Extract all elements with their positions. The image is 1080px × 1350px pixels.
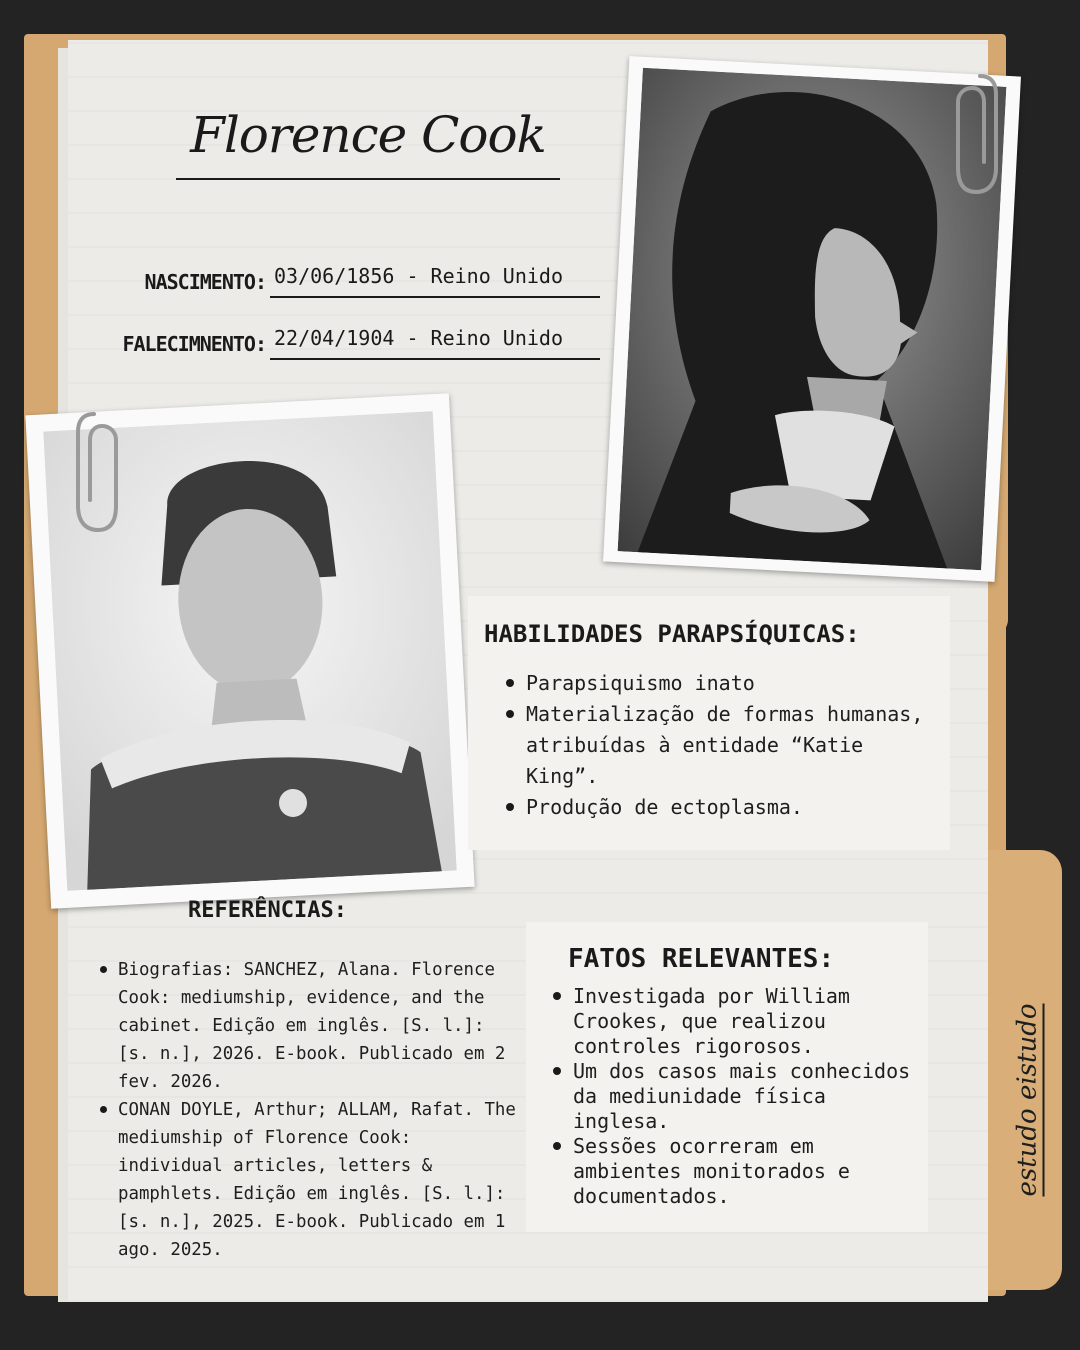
paperclip-icon (952, 72, 1002, 196)
references-heading: REFERÊNCIAS: (188, 898, 347, 923)
side-label (1000, 990, 1058, 1210)
list-item: Um dos casos mais conhecidos da mediunidade física inglesa. (573, 1059, 919, 1134)
abilities-heading: HABILIDADES PARAPSÍQUICAS: (484, 620, 860, 648)
abilities-list (526, 668, 942, 823)
page-title: Florence Cook (176, 92, 560, 180)
references-section (118, 956, 522, 1264)
list-item: CONAN DOYLE, Arthur; ALLAM, Rafat. The mediumship of Florence Cook: individual articles, letters & pamphlets. Edição em inglês. [S. l.]: [s. n.], 2025. E-book. Publicado em 1 ago. 2025. (118, 1096, 522, 1264)
list-item: Sessões ocorreram em ambientes monitorados e documentados. (573, 1134, 919, 1209)
abilities-section (468, 596, 950, 850)
list-item: Materialização de formas humanas, atribuídas à entidade “Katie King”. (526, 699, 942, 792)
facts-heading: FATOS RELEVANTES: (568, 944, 835, 974)
list-item: Produção de ectoplasma. (526, 792, 942, 823)
list-item: Parapsiquismo inato (526, 668, 942, 699)
references-list (118, 956, 522, 1264)
death-label: FALECIMNENTO: (122, 332, 266, 356)
facts-list (573, 984, 919, 1209)
facts-section (526, 922, 928, 1232)
list-item: Investigada por William Crookes, que realizou controles rigorosos. (573, 984, 919, 1059)
portrait-profile-image (618, 68, 1007, 570)
birth-label: NASCIMENTO: (144, 270, 266, 294)
side-label-text: estudo eistudo (1013, 1003, 1043, 1197)
birth-value: 03/06/1856 - Reino Unido (270, 264, 600, 298)
list-item: Biografias: SANCHEZ, Alana. Florence Cook: mediumship, evidence, and the cabinet. Edição em inglês. [S. l.]: [s. n.], 2026. E-book. Publicado em 2 fev. 2026. (118, 956, 522, 1096)
paperclip-icon (72, 410, 122, 534)
death-value: 22/04/1904 - Reino Unido (270, 326, 600, 360)
